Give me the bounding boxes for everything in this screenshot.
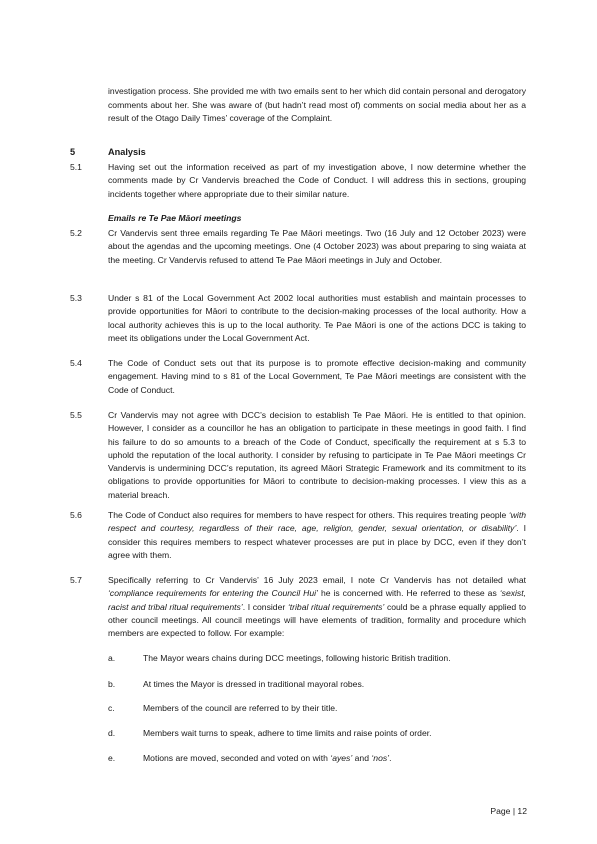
- paragraph-number: 5.4: [70, 358, 82, 368]
- text-run: .: [389, 753, 392, 763]
- paragraph-5-2: [70, 227, 526, 267]
- paragraph-5-6: [70, 509, 526, 562]
- section-title: Analysis: [108, 147, 146, 157]
- text-run: . I consider: [242, 601, 288, 612]
- paragraph-5-5: [70, 409, 526, 502]
- list-text: Members of the council are referred to by their title.: [143, 703, 338, 713]
- text-run: . I consider this requires members to respect whatever processes are put in place by DCC, even if they don’t agree with them.: [108, 523, 526, 560]
- paragraph-number: 5.6: [70, 510, 82, 520]
- text-run: The Code of Conduct also requires for members to have respect for others. This requires treating people: [108, 510, 509, 520]
- section-number: 5: [70, 147, 76, 157]
- paragraph-number: 5.3: [70, 293, 82, 303]
- paragraph-5-3: [70, 292, 526, 345]
- list-text: At times the Mayor is dressed in traditional mayoral robes.: [143, 679, 365, 689]
- list-letter: d.: [108, 728, 116, 738]
- list-letter: e.: [108, 753, 116, 763]
- paragraph-text: Cr Vandervis may not agree with DCC’s decision to establish Te Pae Māori. He is entitled to that opinion. However, I consider as a councillor he has an obligation to participate in these meetings in good faith. I find his failure to do so amounts to a breach of the Code of Conduct, specifically the requirement at s 5.3 to uphold the reputation of the local authority. I consider by refusing to participate in Te Pae Māori meetings Cr Vandervis is undermining DCC’s reputation, its agreed Māori Strategic Framework and its commitment to its obligations to provide opportunities for Māori to contribute to decision-making processes. I view this as a material breach.: [108, 410, 526, 500]
- list-letter: c.: [108, 703, 115, 713]
- paragraph-text: The Code of Conduct sets out that its purpose is to promote effective decision-making and community engagement. Having mind to s 81 of the Local Government, Te Pae Māori meetings are consistent with the Code of Conduct.: [108, 358, 526, 395]
- quoted-text: ‘compliance requirements for entering the Council Hui’: [108, 588, 318, 599]
- quoted-text: ‘with respect and courtesy, regardless of their race, age, religion, gender, sexual orientation, or disability’: [108, 510, 526, 534]
- quoted-text: ‘nos’: [371, 753, 390, 763]
- paragraph-text: [108, 574, 526, 640]
- paragraph-5-1: [70, 161, 526, 201]
- intro-paragraph: investigation process. She provided me with two emails sent to her which did contain personal and derogatory comments about her. She was aware of (but hadn’t read most of) comments on social media about her as a result of the Otago Daily Times’ coverage of the Complaint.: [108, 86, 526, 123]
- list-letter: b.: [108, 679, 116, 689]
- paragraph-text: Under s 81 of the Local Government Act 2002 local authorities must establish and maintain processes to provide opportunities for Māori to contribute to the decision-making processes of the local authority. How a local authority achieves this is up to the local authority. Te Pae Māori is one of the actions DCC is taking to meet its obligations under the Local Government Act.: [108, 293, 526, 343]
- list-text: [143, 752, 391, 765]
- list-text: Members wait turns to speak, adhere to time limits and raise points of order.: [143, 728, 432, 738]
- paragraph-number: 5.1: [70, 162, 82, 172]
- list-letter: a.: [108, 653, 116, 663]
- quoted-text: ‘tribal ritual requirements’: [287, 601, 385, 612]
- subheading: Emails re Te Pae Māori meetings: [108, 213, 242, 223]
- text-run: could be a phrase equally applied to other council meetings. All council meetings will have elements of tradition, formality and procedure which members are expected to follow. For example:: [108, 601, 526, 639]
- text-run: he is concerned with. He referred to these as: [317, 588, 500, 599]
- paragraph-text: Having set out the information received as part of my investigation above, I now determine whether the comments made by Cr Vandervis breached the Code of Conduct. I will address this in sections, grouping incidents together where appropriate due to their similar nature.: [108, 162, 526, 199]
- quoted-text: ‘sexist, racist and tribal ritual requirements’: [108, 588, 526, 612]
- paragraph-text: Cr Vandervis sent three emails regarding Te Pae Māori meetings. Two (16 July and 12 October 2023) were about the agendas and the upcoming meetings. One (4 October 2023) was about preparing to sing waiata at the meeting. Cr Vandervis refused to attend Te Pae Māori meetings in July and October.: [108, 228, 526, 265]
- paragraph-5-7: [70, 574, 526, 640]
- paragraph-number: 5.7: [70, 575, 82, 585]
- page-number: Page | 12: [490, 806, 527, 816]
- paragraph-number: 5.5: [70, 410, 82, 420]
- paragraph-text: [108, 509, 526, 562]
- paragraph-5-4: [70, 357, 526, 397]
- quoted-text: ‘ayes’: [330, 753, 353, 763]
- text-run: and: [352, 753, 372, 763]
- text-run: Motions are moved, seconded and voted on with: [143, 753, 331, 763]
- list-text: The Mayor wears chains during DCC meetings, following historic British tradition.: [143, 653, 451, 663]
- paragraph-number: 5.2: [70, 228, 82, 238]
- text-run: Specifically referring to Cr Vandervis’ 16 July 2023 email, I note Cr Vandervis has not detailed what: [108, 575, 526, 585]
